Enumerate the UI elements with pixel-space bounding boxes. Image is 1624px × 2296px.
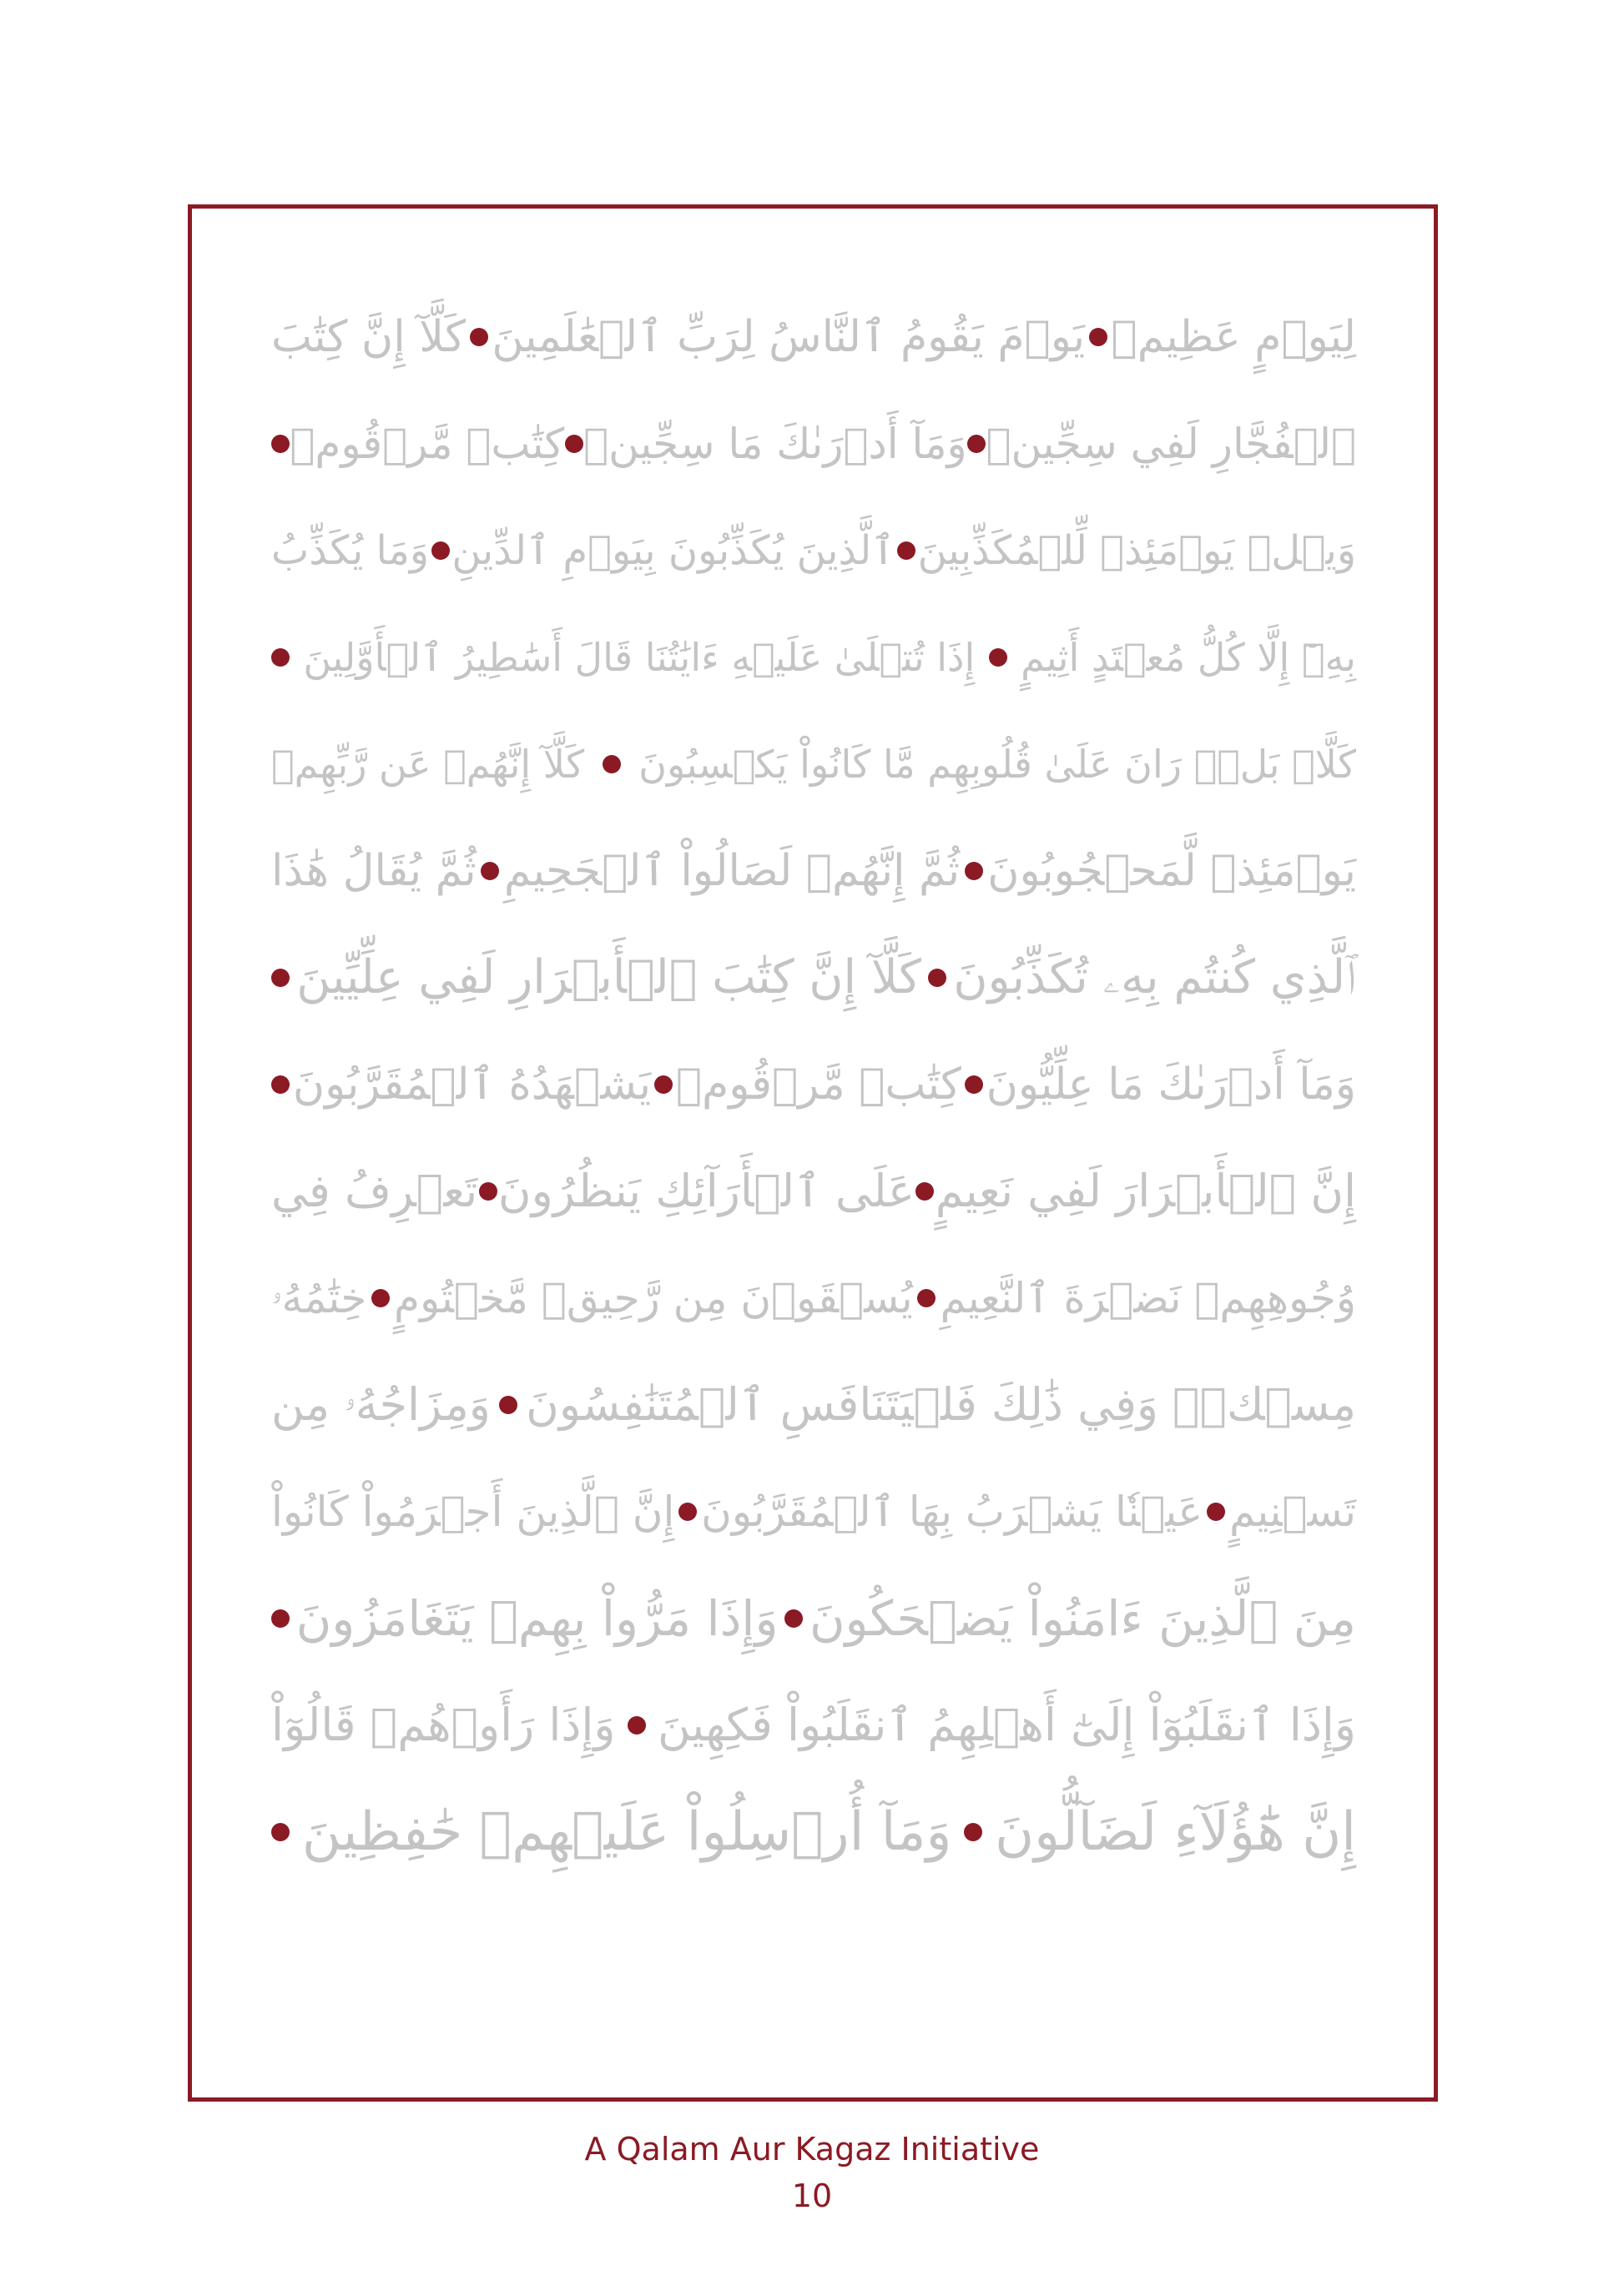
verse-line [271,1352,1356,1458]
verse-separator-dot [603,755,621,773]
verse-separator-dot [565,435,583,453]
verse-separator-dot [271,1823,290,1841]
verse-line [271,1779,1356,1886]
verse-line [271,1458,1356,1565]
verse-segment: مِنَ ٱلَّذِينَ ءَامَنُواْ يَضۡحَكُونَ [809,1590,1356,1647]
verse-line [271,924,1356,1031]
verse-separator-dot [271,435,290,453]
verse-line [271,711,1356,818]
verse-separator-dot [371,1289,390,1307]
verse-separator-dot [1207,1503,1225,1521]
verse-segment: كَلَّآ إِنَّ كِتَٰبَ ٱلۡأَبۡرَارِ لَفِي عِلِّيِّينَ [296,950,921,1004]
verse-separator-dot [431,541,450,560]
verse-segment: يَشۡهَدُهُ ٱلۡمُقَرَّبُونَ [292,1060,652,1110]
verse-segment: كَلَّآ إِنَّهُمۡ عَن رَّبِّهِمۡ [271,742,585,787]
verse-segment: كِتَٰبٞ مَّرۡقُومٞ [675,1060,961,1110]
verse-line [271,1138,1356,1245]
verse-separator-dot [784,1609,803,1628]
verse-line [271,604,1356,711]
verse-segment: وَإِذَا ٱنقَلَبُوٓاْ إِلَىٰٓ أَهۡلِهِمُ ٱنقَلَبُواْ فَكِهِينَ [657,1699,1356,1751]
verse-segment: عَيۡنٗا يَشۡرَبُ بِهَا ٱلۡمُقَرَّبُونَ [701,1488,1203,1536]
verse-segment: إِذَا تُتۡلَىٰ عَلَيۡهِ ءَايَٰتُنَا قَالَ أَسَٰطِيرُ ٱلۡأَوَّلِينَ [303,635,976,680]
verse-line [271,1672,1356,1779]
verse-separator-dot [1089,328,1107,346]
verse-segment: ثُمَّ يُقَالُ هَٰذَا [271,846,477,896]
verse-segment: إِنَّ هَٰٓؤُلَآءِ لَضَآلُّونَ [995,1801,1356,1863]
verse-segment: مِسۡكٞۚ وَفِي ذَٰلِكَ فَلۡيَتَنَافَسِ ٱلۡمُتَنَٰفِسُونَ [526,1378,1356,1431]
verse-segment: يَوۡمَئِذٖ لَّمَحۡجُوبُونَ [987,846,1356,896]
verse-segment: إِنَّ ٱلۡأَبۡرَارَ لَفِي نَعِيمٍ [935,1165,1356,1217]
verse-line [271,497,1356,604]
verse-segment: بِهِۦٓ إِلَّا كُلُّ مُعۡتَدٍ أَثِيمٍ [1021,635,1356,680]
verse-segment: كِتَٰبٞ مَّرۡقُومٞ [290,420,565,468]
verse-separator-dot [678,1503,697,1521]
verse-separator-dot [915,1182,934,1201]
verse-segment: كَلَّآ إِنَّ كِتَٰبَ [271,312,466,362]
verse-separator-dot [481,862,499,880]
verse-line [271,1565,1356,1672]
verse-line [271,1031,1356,1138]
verse-segment: وَمِزَاجُهُۥ مِن [271,1378,491,1431]
verse-segment: وَمَآ أَدۡرَىٰكَ مَا عِلِّيُّونَ [986,1060,1356,1110]
verse-segment: إِنَّ ٱلَّذِينَ أَجۡرَمُواْ كَانُواْ [271,1488,675,1536]
verse-segment: ثُمَّ إِنَّهُمۡ لَصَالُواْ ٱلۡجَحِيمِ [503,846,961,896]
verse-segment: وَمَا يُكَذِّبُ [271,527,430,574]
verse-separator-dot [965,862,983,880]
verse-separator-dot [967,435,986,453]
verse-segment: وَإِذَا رَأَوۡهُمۡ قَالُوٓاْ [271,1699,616,1751]
verse-line [271,284,1356,390]
verse-segment: ٱلَّذِي كُنتُم بِهِۦ تُكَذِّبُونَ [953,950,1356,1004]
verse-separator-dot [499,1396,517,1414]
footer-title: A Qalam Aur Kagaz Initiative [584,2131,1040,2168]
verse-separator-dot [989,648,1007,667]
verse-segment: وَإِذَا مَرُّواْ بِهِمۡ يَتَغَامَزُونَ [295,1590,779,1647]
verse-separator-dot [271,969,290,987]
verse-text-block [271,284,1356,1886]
verse-line [271,1245,1356,1352]
verse-segment: يَوۡمَ يَقُومُ ٱلنَّاسُ لِرَبِّ ٱلۡعَٰلَمِينَ [492,312,1086,362]
verse-separator-dot [654,1075,673,1094]
verse-separator-dot [479,1182,497,1201]
page-number: 10 [791,2178,833,2214]
verse-segment: ٱلَّذِينَ يُكَذِّبُونَ بِيَوۡمِ ٱلدِّينِ [451,527,895,574]
verse-separator-dot [271,1609,290,1628]
verse-separator-dot [271,1075,290,1094]
verse-segment: خِتَٰمُهُۥ [271,1274,367,1322]
verse-separator-dot [964,1823,982,1841]
verse-line [271,818,1356,924]
verse-segment: كَلَّاۖ بَلۡۜ رَانَ عَلَىٰ قُلُوبِهِم مَّا كَانُواْ يَكۡسِبُونَ [638,742,1356,787]
verse-segment: عَلَى ٱلۡأَرَآئِكِ يَنظُرُونَ [497,1165,915,1217]
verse-segment: ٱلۡفُجَّارِ لَفِي سِجِّينٖ [986,420,1356,468]
verse-line [271,390,1356,497]
verse-separator-dot [928,969,946,987]
verse-separator-dot [897,541,915,560]
verse-segment: تَسۡنِيمٍ [1229,1488,1356,1536]
verse-separator-dot [917,1289,936,1307]
verse-separator-dot [271,648,290,667]
verse-segment: وَمَآ أُرۡسِلُواْ عَلَيۡهِمۡ حَٰفِظِينَ [301,1801,952,1863]
verse-segment: لِيَوۡمٍ عَظِيمٖ [1111,312,1356,362]
verse-segment: وُجُوهِهِمۡ نَضۡرَةَ ٱلنَّعِيمِ [940,1274,1356,1322]
verse-segment: وَمَآ أَدۡرَىٰكَ مَا سِجِّينٞ [583,420,967,468]
verse-segment: يُسۡقَوۡنَ مِن رَّحِيقٖ مَّخۡتُومٍ [394,1274,913,1322]
verse-segment: تَعۡرِفُ فِي [271,1165,478,1217]
verse-separator-dot [628,1716,646,1735]
verse-separator-dot [470,328,488,346]
verse-segment: وَيۡلٞ يَوۡمَئِذٖ لِّلۡمُكَذِّبِينَ [917,527,1356,574]
verse-separator-dot [965,1075,983,1094]
